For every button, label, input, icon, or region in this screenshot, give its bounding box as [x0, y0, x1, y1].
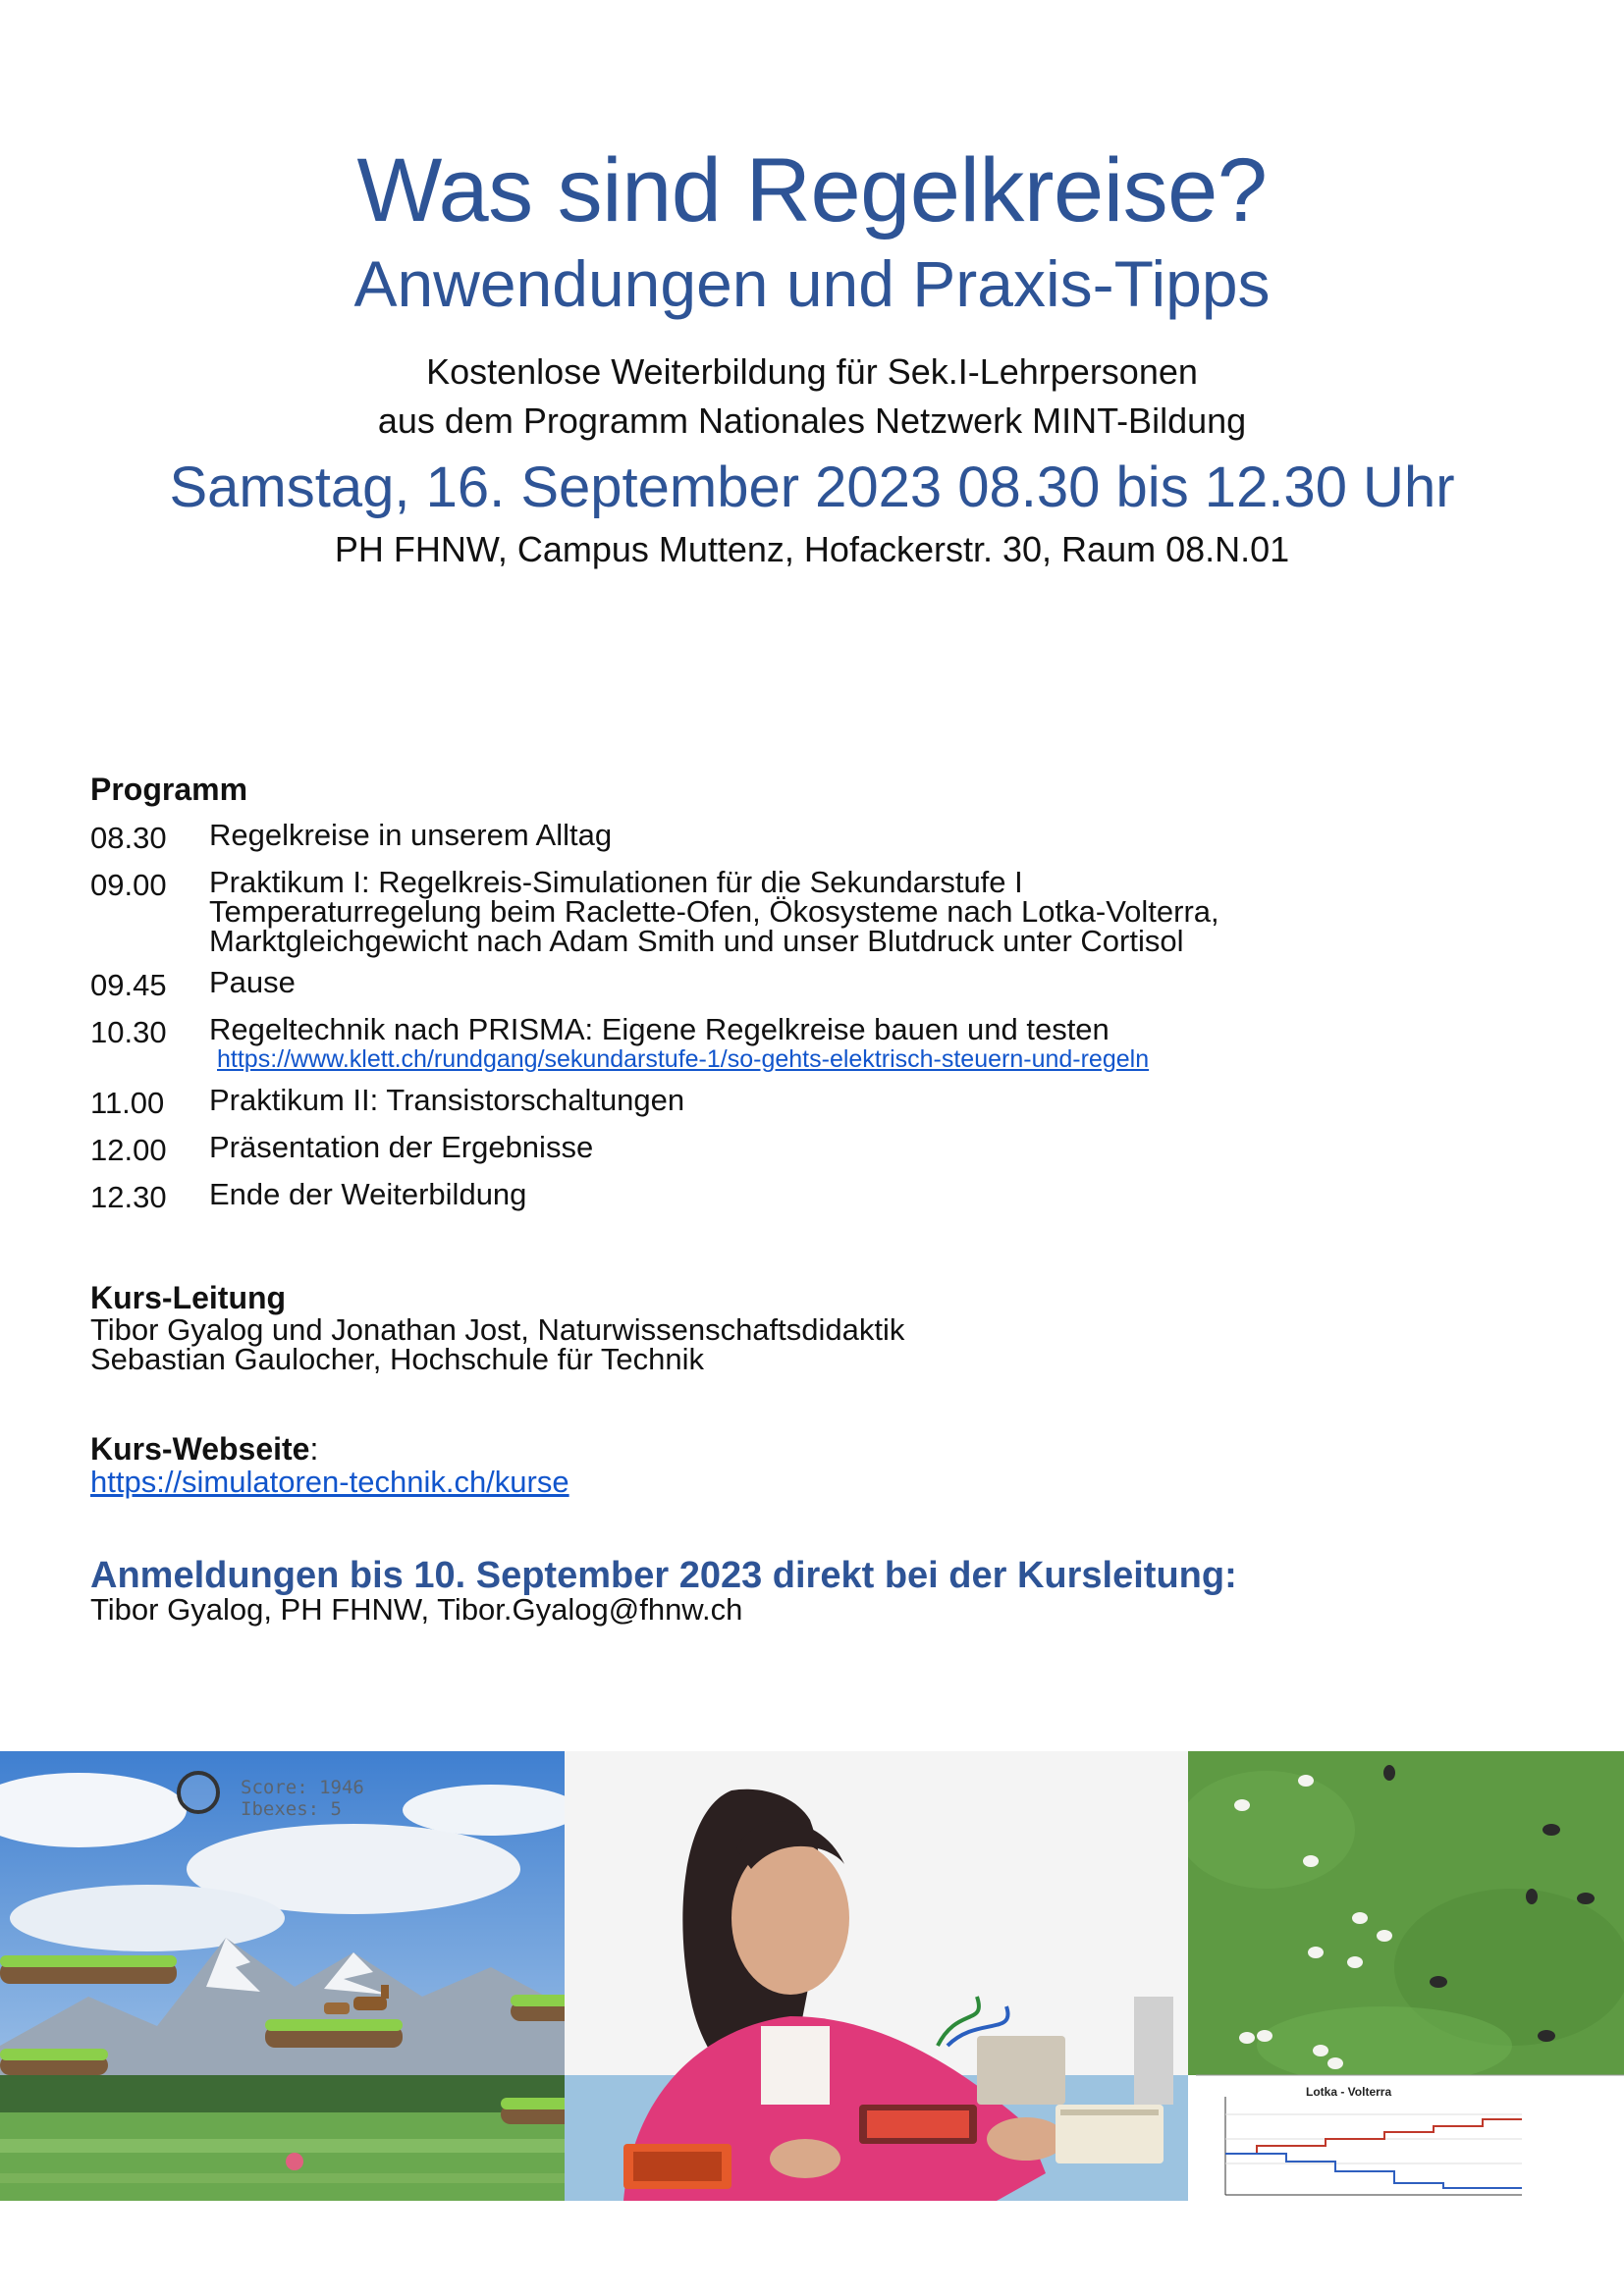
student-circuit-photo	[565, 1751, 1188, 2201]
programm-time: 12.30	[90, 1180, 167, 1214]
programm-list	[90, 818, 1543, 1227]
page-title: Was sind Regelkreise?	[356, 140, 1268, 240]
programm-description-line: Temperaturregelung beim Raclette-Ofen, Ökosysteme nach Lotka-Volterra,	[209, 894, 1219, 929]
timer-icon	[177, 1771, 220, 1814]
programm-description	[209, 965, 1543, 1003]
game-score-overlay	[241, 1777, 364, 1820]
page-subtitle: Anwendungen und Praxis-Tipps	[353, 247, 1271, 320]
programm-description-line: Präsentation der Ergebnisse	[209, 1130, 594, 1164]
programm-time: 09.45	[90, 968, 167, 1002]
lotka-volterra-simulation	[1188, 1751, 1624, 2201]
programm-description	[209, 818, 1543, 856]
programm-item	[90, 1177, 1543, 1215]
programm-description-line: Regelkreise in unserem Alltag	[209, 818, 613, 852]
game-ibexes: Ibexes: 5	[241, 1798, 342, 1820]
programm-description-line: Marktgleichgewicht nach Adam Smith und unser Blutdruck unter Cortisol	[209, 924, 1184, 958]
programm-description-line: Praktikum II: Transistorschaltungen	[209, 1083, 685, 1117]
image-strip	[0, 1751, 1624, 2201]
programm-item	[90, 1012, 1543, 1074]
programm-time: 08.30	[90, 821, 167, 855]
programm-description-line: Regeltechnik nach PRISMA: Eigene Regelkreise bauen und testen	[209, 1012, 1110, 1046]
programm-item	[90, 865, 1543, 958]
event-location: PH FHNW, Campus Muttenz, Hofackerstr. 30, Raum 08.N.01	[334, 529, 1290, 569]
programm-description-line: Praktikum I: Regelkreis-Simulationen für die Sekundarstufe I	[209, 865, 1023, 899]
programm-description-line: Pause	[209, 965, 296, 999]
kurswebseite-heading-label: Kurs-Webseite	[90, 1431, 310, 1467]
header	[0, 137, 1624, 575]
simulation-chart-title: Lotka - Volterra	[1306, 2085, 1392, 2099]
programm-time: 11.00	[90, 1086, 165, 1120]
programm-heading: Programm	[90, 772, 248, 807]
intro-text	[0, 347, 1624, 446]
kursleitung-body	[90, 1312, 905, 1376]
programm-time: 12.00	[90, 1133, 167, 1167]
kurswebseite-link[interactable]: https://simulatoren-technik.ch/kurse	[90, 1465, 569, 1499]
kursleitung-line-2: Sebastian Gaulocher, Hochschule für Technik	[90, 1342, 704, 1376]
kursleitung-heading: Kurs-Leitung	[90, 1280, 287, 1315]
student-photo-illustration	[565, 1751, 1188, 2201]
kurswebseite-colon: :	[309, 1431, 319, 1467]
programm-item	[90, 1130, 1543, 1168]
programm-description-line: Ende der Weiterbildung	[209, 1177, 527, 1211]
kursleitung-line-1: Tibor Gyalog und Jonathan Jost, Naturwissenschaftsdidaktik	[90, 1312, 905, 1347]
programm-description	[209, 1083, 1543, 1121]
programm-description	[209, 865, 1543, 958]
anmeldung-contact: Tibor Gyalog, PH FHNW, Tibor.Gyalog@fhnw.ch	[90, 1592, 743, 1627]
programm-item	[90, 1083, 1543, 1121]
programm-item	[90, 965, 1543, 1003]
intro-line-1: Kostenlose Weiterbildung für Sek.I-Lehrpersonen	[426, 351, 1198, 392]
kurswebseite-heading	[90, 1431, 318, 1467]
programm-link[interactable]: https://www.klett.ch/rundgang/sekundarstufe-1/so-gehts-elektrisch-steuern-und-regeln	[217, 1045, 1150, 1073]
game-score: Score: 1946	[241, 1777, 364, 1798]
programm-description	[209, 1177, 1543, 1215]
intro-line-2: aus dem Programm Nationales Netzwerk MINT-Bildung	[377, 400, 1247, 441]
simulation-illustration	[1188, 1751, 1624, 2201]
programm-item	[90, 818, 1543, 856]
programm-time: 09.00	[90, 868, 167, 902]
anmeldung-heading: Anmeldungen bis 10. September 2023 direkt bei der Kursleitung:	[90, 1555, 1237, 1596]
game-screenshot	[0, 1751, 565, 2201]
programm-description	[209, 1012, 1543, 1074]
event-date: Samstag, 16. September 2023 08.30 bis 12.30 Uhr	[169, 455, 1455, 519]
programm-time: 10.30	[90, 1015, 167, 1049]
programm-description	[209, 1130, 1543, 1168]
